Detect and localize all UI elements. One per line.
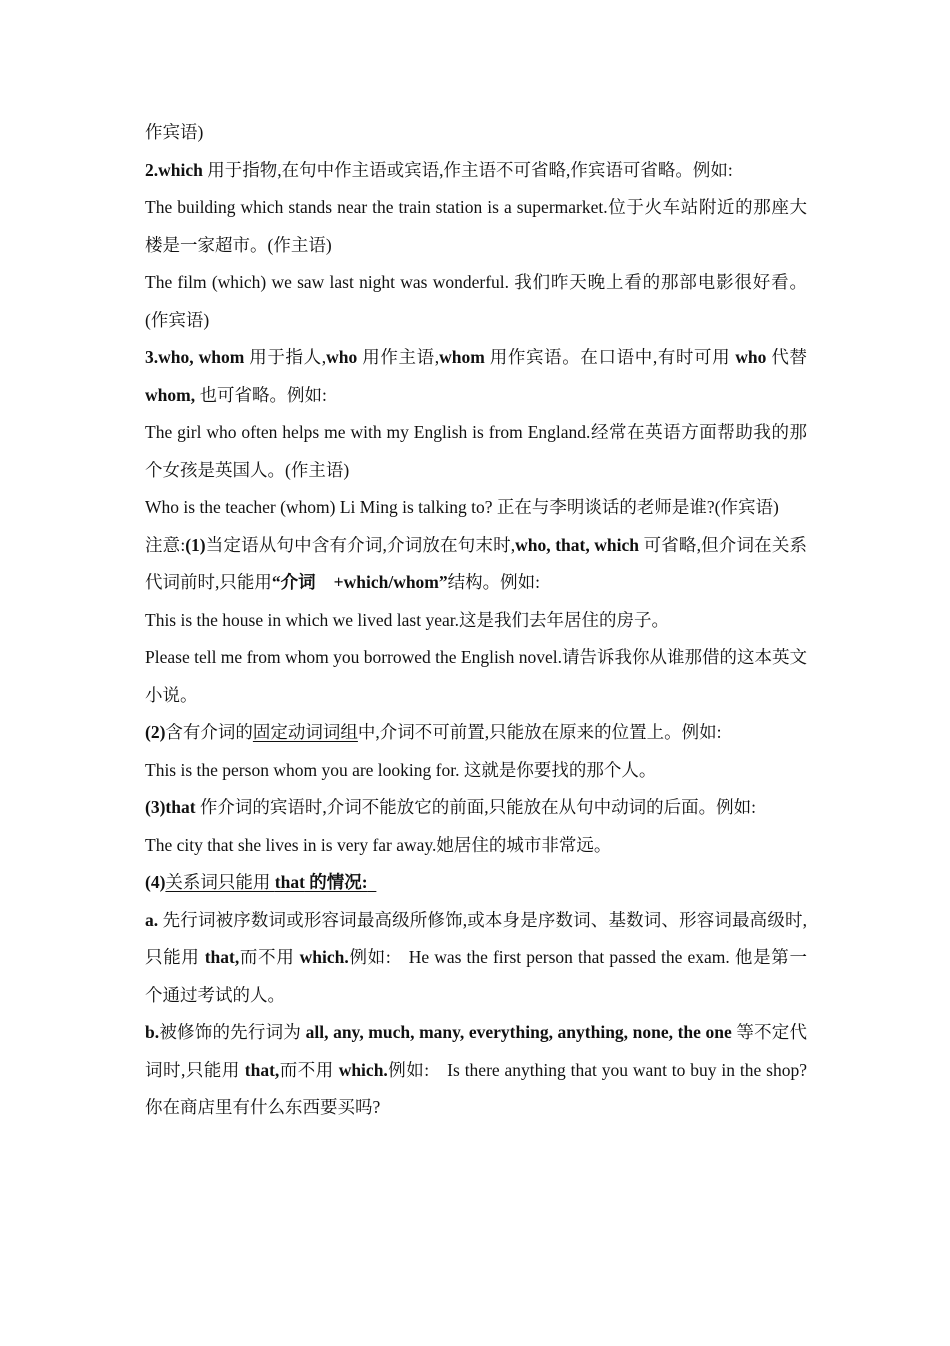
example-chinese: 经常在英语方面帮助我的那个女孩是英国人。(作主语) [145,422,807,480]
example-who-subject [145,414,807,489]
rule-which-text: 用于指物,在句中作主语或宾语,作主语不可省略,作宾语可省略。例如: [202,159,733,180]
note-text: 当定语从句中含有介词,介词放在句末时, [205,534,516,555]
rule-text: 用作主语, [357,347,440,367]
case-text: 先行词被序数词或形容词最高级所修饰,或本身是序数词、基数词、形容词最高级时,只能用 [145,909,807,967]
note-fixed-phrase [145,714,807,752]
note-that-object [145,789,807,827]
note-number: (3)that [145,797,196,817]
keyword-that: that [274,872,305,892]
example-looking-for: This is the person whom you are looking for. 这就是你要找的那个人。 [145,759,657,780]
example-english: Please tell me from whom you borrowed the English novel. [145,647,563,667]
case-text: 等不定代词时,只能用 [145,1022,807,1080]
case-label: a. [145,909,159,930]
note-text: 含有介词的 [165,722,253,742]
case-text: 而不用 [239,947,300,967]
note-only-that-heading [145,864,807,902]
keyword-that: that, [204,947,240,967]
rule-who-whom-heading: 3.who, whom [145,347,245,367]
keyword-whom: whom [439,347,485,367]
keyword-whom: whom, [145,384,196,405]
example-lives-in: The city that she lives in is very far away.她居住的城市非常远。 [145,834,612,855]
rule-text: 用作宾语。在口语中,有时可用 [484,347,736,367]
case-text: 例如: [348,947,391,967]
keyword-list: who, that, which [515,534,640,555]
note-label: 注意: [145,534,186,555]
rule-text: 用于指人, [244,347,327,367]
structure-keyword: +which/whom” [333,572,448,592]
case-a [145,902,807,1015]
example-english: Who is the teacher (whom) Li Ming is talking to? [145,497,497,517]
example-from-whom [145,639,807,714]
example-english: The building which stands near the train station is a supermarket. [145,197,608,217]
keyword-who: who [326,347,358,367]
case-b [145,1014,807,1127]
rule-who-whom [145,339,807,414]
case-example: He was the first person that passed the exam. 他是第一个通过考试的人。 [145,947,807,1005]
structure-open: “介词 [271,572,316,592]
note-preposition [145,527,807,602]
example-english: The film (which) we saw last night was wonderful. [145,272,515,292]
underlined-term: 固定动词词组 [252,722,358,742]
rule-which [145,152,807,190]
case-example: Is there anything that you want to buy in the shop? 你在商店里有什么东西要买吗? [145,1059,807,1117]
rule-text: 代替 [766,347,807,367]
underlined-heading: 的情况: [304,872,368,892]
case-label: b. [145,1022,160,1042]
example-english: The girl who often helps me with my English is from England. [145,422,591,442]
case-text: 而不用 [279,1059,339,1080]
underline-tail [368,872,377,892]
case-text: 被修饰的先行词为 [159,1022,306,1042]
example-chinese: 请告诉我你从谁那借的这本英文小说。 [145,647,808,705]
keyword-who: who [735,347,767,367]
note-number: (2) [145,722,166,742]
document-body [145,114,807,1127]
note-text: 结构。例如: [447,572,541,592]
note-text: 作介词的宾语时,介词不能放它的前面,只能放在从句中动词的后面。例如: [195,797,757,817]
example-chinese: 我们昨天晚上看的那部电影很好看。(作宾语) [145,272,807,330]
case-text: 例如: [387,1059,430,1080]
note-text: 可省略,但介词在关系代词前时,只能用 [145,534,807,592]
example-in-which: This is the house in which we lived last year.这是我们去年居住的房子。 [145,609,669,630]
example-which-object [145,264,807,339]
keyword-which: which. [299,947,349,967]
note-number: (1) [185,534,206,555]
example-chinese: 正在与李明谈话的老师是谁?(作宾语) [496,497,779,517]
rule-text: 也可省略。例如: [195,384,327,405]
example-which-subject [145,189,807,264]
underlined-heading: 关系词只能用 [165,872,275,892]
keyword-list: all, any, much, many, everything, anything, none, the one [305,1022,732,1042]
keyword-which: which. [338,1059,388,1080]
note-text: 中,介词不可前置,只能放在原来的位置上。例如: [357,722,722,742]
line-continuation: 作宾语) [145,122,204,142]
keyword-that: that, [244,1059,280,1080]
example-whom-object [145,489,807,527]
example-chinese: 位于火车站附近的那座大楼是一家超市。(作主语) [145,197,807,255]
rule-which-heading: 2.which [145,159,203,180]
note-number: (4) [145,872,166,892]
